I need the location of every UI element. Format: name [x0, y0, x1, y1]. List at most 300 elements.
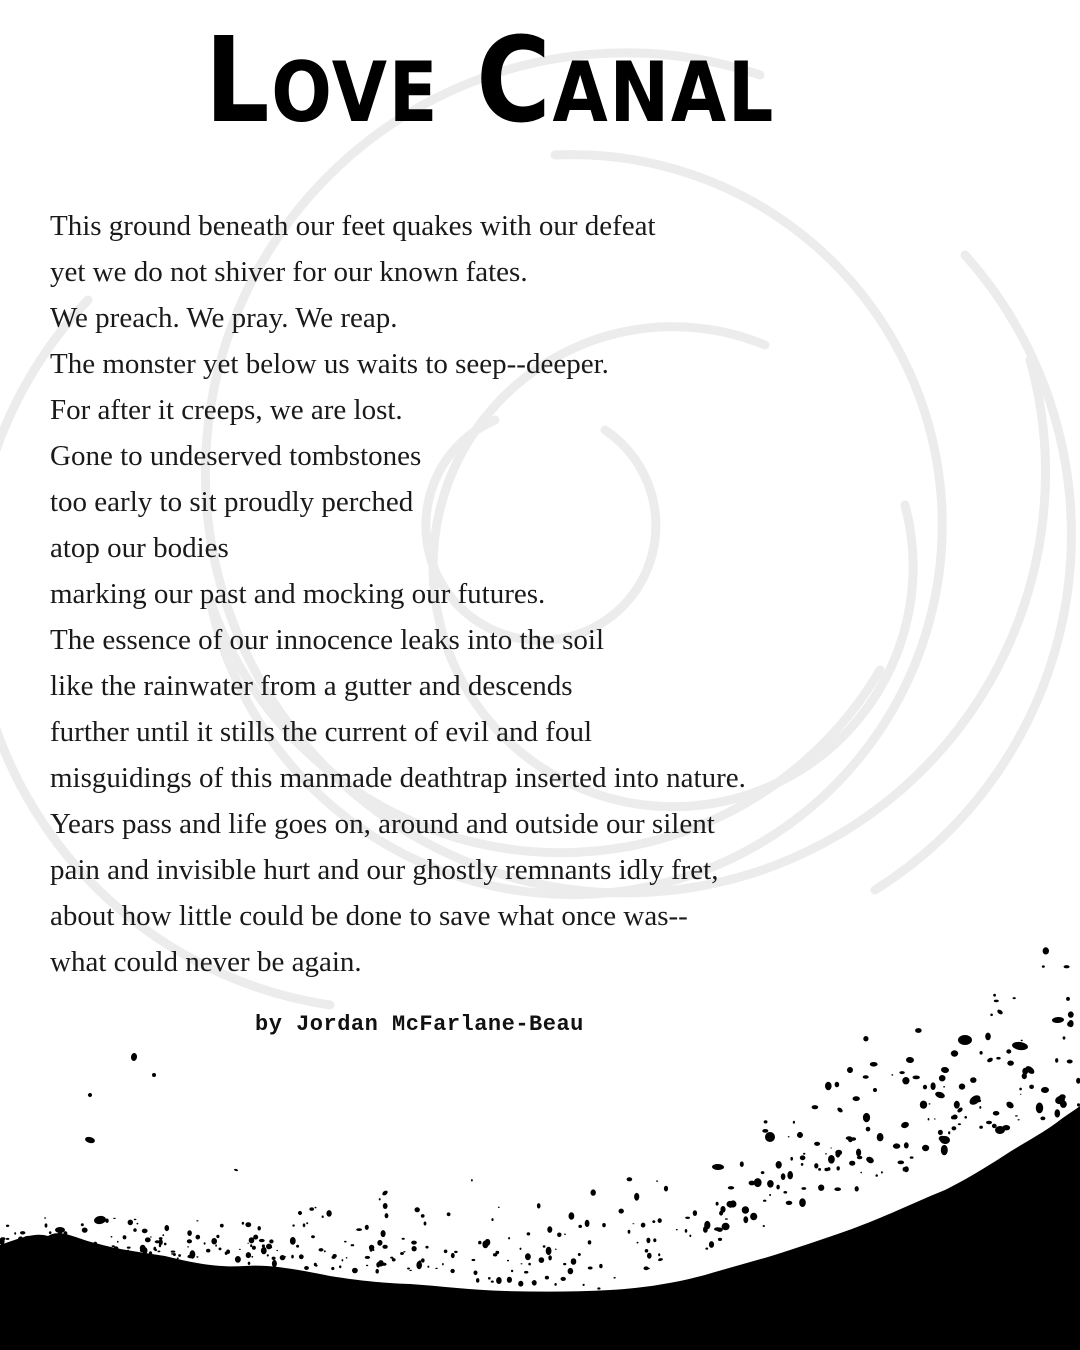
- poem-line: about how little could be done to save what once was--: [50, 900, 688, 932]
- ink-speck: [786, 1201, 793, 1205]
- ink-speck: [825, 1153, 827, 1154]
- ink-speck: [58, 1238, 63, 1243]
- ink-speck: [1015, 1115, 1018, 1116]
- ink-speck: [382, 1245, 387, 1249]
- ink-speck: [602, 1223, 606, 1227]
- ink-speck: [63, 1231, 67, 1237]
- ink-speck: [709, 1241, 714, 1248]
- ink-fleck: [1005, 1100, 1015, 1110]
- ink-speck: [818, 1185, 824, 1191]
- ink-speck: [379, 1198, 381, 1200]
- ink-speck: [96, 1244, 98, 1246]
- ink-ground-mass: [0, 1106, 1080, 1350]
- poem-line: The monster yet below us waits to seep--deeper.: [50, 348, 609, 380]
- ink-speck: [507, 1260, 509, 1262]
- ink-speck: [342, 1259, 344, 1261]
- ink-speck: [322, 1215, 324, 1218]
- ink-speck: [252, 1246, 256, 1250]
- ink-speck: [532, 1280, 537, 1286]
- ink-speck: [245, 1222, 251, 1227]
- ink-speck: [742, 1206, 749, 1214]
- ink-speck: [326, 1210, 331, 1217]
- ink-speck: [478, 1241, 481, 1245]
- ink-fleck: [712, 1164, 724, 1170]
- ink-speck: [902, 1077, 909, 1084]
- ink-speck: [876, 1174, 878, 1177]
- ink-speck: [561, 1277, 566, 1281]
- ink-speck: [899, 1071, 904, 1074]
- ink-speck: [442, 1263, 444, 1265]
- ink-speck: [315, 1207, 317, 1209]
- ink-speck: [800, 1155, 806, 1160]
- ink-speck: [790, 1157, 793, 1161]
- ink-fleck: [1012, 1041, 1029, 1051]
- ink-speck: [943, 1086, 945, 1088]
- ink-speck: [1063, 1036, 1066, 1039]
- ink-speck: [980, 1051, 983, 1055]
- ink-speck: [824, 1168, 828, 1171]
- ink-speck: [1020, 1094, 1022, 1095]
- ink-speck: [913, 1076, 920, 1080]
- ink-speck: [162, 1234, 164, 1236]
- ink-speck: [922, 1145, 929, 1151]
- ink-speck: [402, 1238, 405, 1240]
- ink-speck: [1066, 997, 1070, 1001]
- ink-fleck: [87, 1092, 93, 1098]
- ink-speck: [376, 1262, 380, 1267]
- ink-speck: [1013, 997, 1016, 999]
- ink-speck: [689, 1235, 691, 1238]
- ink-speck: [381, 1230, 386, 1237]
- ink-fleck: [941, 1067, 950, 1074]
- ink-speck: [1040, 1117, 1045, 1121]
- ink-speck: [311, 1235, 315, 1238]
- ink-fleck: [796, 1131, 804, 1139]
- ink-speck: [216, 1235, 219, 1238]
- ink-speck: [493, 1253, 497, 1256]
- ink-speck: [979, 1126, 983, 1129]
- ink-speck: [1007, 1061, 1014, 1066]
- ink-speck: [346, 1257, 348, 1259]
- ink-speck: [324, 1250, 326, 1252]
- ink-fleck: [906, 1057, 914, 1064]
- ink-speck: [351, 1244, 355, 1246]
- ink-speck: [627, 1177, 633, 1181]
- ink-speck: [159, 1239, 163, 1245]
- ink-speck: [306, 1222, 308, 1224]
- author-byline: by Jordan McFarlane-Beau: [255, 1012, 584, 1037]
- ink-speck: [226, 1250, 230, 1254]
- ink-speck: [814, 1163, 818, 1168]
- ink-speck: [812, 1105, 819, 1109]
- ink-speck: [613, 1277, 615, 1279]
- ink-speck: [1076, 1078, 1080, 1084]
- ink-speck: [171, 1251, 176, 1253]
- ink-speck: [36, 1235, 38, 1237]
- ink-speck: [776, 1185, 779, 1190]
- ink-speck: [578, 1225, 582, 1228]
- ink-fleck: [297, 1210, 302, 1215]
- ink-speck: [685, 1229, 688, 1233]
- ink-speck: [939, 1075, 946, 1081]
- ink-fleck: [152, 1073, 156, 1077]
- ink-speck: [903, 1167, 907, 1171]
- ink-speck: [524, 1271, 528, 1274]
- ink-speck: [239, 1249, 241, 1250]
- ink-speck: [1042, 965, 1045, 967]
- ink-speck: [385, 1213, 389, 1218]
- ink-fleck: [996, 1009, 1003, 1016]
- ink-speck: [632, 1223, 634, 1224]
- ink-speck: [783, 1191, 787, 1194]
- ink-speck: [548, 1255, 552, 1260]
- ink-fleck: [968, 1093, 982, 1106]
- ink-speck: [578, 1253, 581, 1256]
- ink-speck: [365, 1256, 370, 1259]
- ink-speck: [258, 1226, 261, 1230]
- ink-fleck: [873, 1088, 878, 1093]
- ink-speck: [39, 1245, 43, 1248]
- ink-fleck: [865, 1155, 875, 1164]
- ink-speck: [793, 1121, 795, 1124]
- ink-speck: [296, 1245, 299, 1248]
- ink-speck: [555, 1249, 557, 1250]
- ink-speck: [893, 1143, 900, 1148]
- ink-speck: [82, 1228, 88, 1233]
- ink-speck: [554, 1283, 556, 1286]
- ink-speck: [571, 1258, 577, 1265]
- ink-speck: [123, 1235, 127, 1239]
- ink-speck: [1064, 965, 1070, 968]
- ink-speck: [923, 1085, 927, 1090]
- ink-speck: [44, 1217, 46, 1218]
- ink-speck: [165, 1225, 170, 1231]
- ink-speck: [898, 1161, 905, 1165]
- ink-speck: [986, 1121, 992, 1124]
- ink-speck: [959, 1084, 965, 1090]
- poem-line: pain and invisible hurt and our ghostly remnants idly fret,: [50, 854, 719, 886]
- ink-speck: [557, 1233, 561, 1238]
- ink-speck: [421, 1258, 425, 1262]
- ink-speck: [248, 1262, 251, 1265]
- ink-speck: [14, 1242, 18, 1247]
- ink-speck: [171, 1253, 174, 1255]
- ink-speck: [1022, 1073, 1027, 1079]
- ink-speck: [568, 1268, 574, 1274]
- ink-speck: [762, 1129, 768, 1133]
- ink-speck: [764, 1120, 768, 1123]
- ink-speck: [235, 1256, 241, 1263]
- ink-speck: [718, 1238, 722, 1241]
- ink-speck: [545, 1276, 549, 1280]
- ink-speck: [769, 1194, 771, 1196]
- ink-speck: [910, 1156, 914, 1158]
- ink-speck: [727, 1201, 734, 1207]
- ink-fleck: [84, 1136, 95, 1144]
- ink-speck: [904, 1142, 909, 1148]
- ink-speck: [427, 1266, 429, 1268]
- ink-speck: [1029, 1085, 1034, 1089]
- ink-speck: [743, 1216, 748, 1223]
- ink-speck: [447, 1212, 451, 1216]
- ink-speck: [41, 1242, 43, 1243]
- ink-speck: [377, 1240, 382, 1246]
- ink-speck: [117, 1241, 119, 1243]
- ink-speck: [113, 1218, 116, 1219]
- ink-speck: [454, 1251, 458, 1253]
- ink-speck: [1, 1237, 5, 1240]
- ink-speck: [835, 1082, 840, 1088]
- ink-speck: [128, 1220, 133, 1226]
- ink-speck: [196, 1220, 198, 1221]
- ink-fleck: [900, 1121, 910, 1129]
- ink-speck: [140, 1248, 144, 1252]
- ink-speck: [491, 1281, 494, 1283]
- ink-speck: [344, 1241, 347, 1243]
- ink-speck: [619, 1209, 624, 1214]
- ink-speck: [814, 1142, 820, 1146]
- ink-speck: [929, 1103, 931, 1104]
- ink-speck: [848, 1138, 853, 1142]
- ink-speck: [400, 1252, 404, 1255]
- ink-fleck: [234, 1168, 238, 1171]
- ink-speck: [645, 1249, 649, 1253]
- ink-speck: [716, 1202, 719, 1206]
- ink-speck: [157, 1251, 160, 1253]
- ink-speck: [763, 1200, 766, 1202]
- ink-speck: [644, 1266, 649, 1270]
- ink-fleck: [130, 1053, 137, 1062]
- ink-speck: [870, 1062, 878, 1067]
- ink-speck: [564, 1234, 566, 1235]
- ink-speck: [866, 1127, 871, 1132]
- ink-speck: [658, 1253, 660, 1256]
- ink-speck: [370, 1247, 373, 1252]
- ink-speck: [111, 1236, 113, 1238]
- ink-speck: [958, 1123, 961, 1125]
- ink-speck: [299, 1254, 304, 1259]
- poem-line: too early to sit proudly perched: [50, 486, 414, 518]
- ink-speck: [857, 1156, 863, 1159]
- ink-speck: [728, 1186, 734, 1189]
- ink-speck: [705, 1248, 708, 1250]
- ink-speck: [508, 1237, 510, 1239]
- ink-speck: [647, 1253, 652, 1259]
- ink-speck: [537, 1203, 541, 1208]
- ink-speck: [145, 1237, 151, 1242]
- ink-speck: [685, 1217, 690, 1219]
- ink-speck: [155, 1249, 157, 1252]
- ink-speck: [415, 1207, 420, 1212]
- ink-speck: [717, 1228, 723, 1232]
- ink-speck: [365, 1225, 369, 1230]
- ink-speck: [498, 1207, 500, 1208]
- poem-line: The essence of our innocence leaks into the soil: [50, 624, 605, 656]
- ink-speck: [267, 1254, 269, 1256]
- ink-speck: [70, 1240, 73, 1243]
- ink-speck: [803, 1153, 805, 1155]
- ink-speck: [49, 1231, 52, 1234]
- ink-speck: [319, 1248, 324, 1251]
- ink-speck: [1068, 1020, 1073, 1027]
- ink-speck: [424, 1222, 427, 1226]
- ink-speck: [931, 1082, 936, 1090]
- ink-speck: [142, 1229, 148, 1234]
- ink-speck: [591, 1189, 596, 1195]
- poem-line: This ground beneath our feet quakes with our defeat: [50, 210, 656, 242]
- poem-line: Years pass and life goes on, around and outside our silent: [50, 808, 715, 840]
- ink-speck: [563, 1263, 566, 1265]
- ink-speck: [934, 1118, 936, 1119]
- ink-speck: [703, 1226, 708, 1233]
- ink-speck: [507, 1277, 512, 1283]
- ink-speck: [722, 1223, 730, 1230]
- ink-speck: [750, 1213, 757, 1221]
- ink-speck: [860, 1172, 862, 1174]
- ink-speck: [303, 1223, 306, 1227]
- ink-speck: [964, 1116, 967, 1119]
- ink-speck: [444, 1250, 448, 1254]
- ink-speck: [547, 1226, 552, 1233]
- ink-speck: [407, 1268, 410, 1270]
- ink-speck: [720, 1206, 725, 1213]
- ink-speck: [834, 1187, 841, 1191]
- ink-speck: [954, 1101, 960, 1109]
- ink-speck: [472, 1259, 476, 1261]
- ink-speck: [1019, 1088, 1022, 1091]
- ink-speck: [849, 1161, 855, 1166]
- ink-fleck: [1052, 1017, 1064, 1024]
- ink-fleck: [958, 1035, 972, 1045]
- ink-speck: [196, 1235, 201, 1240]
- ink-speck: [157, 1241, 159, 1243]
- ink-speck: [951, 1050, 958, 1056]
- ink-speck: [373, 1249, 375, 1251]
- ink-speck: [634, 1193, 639, 1201]
- ink-speck: [272, 1257, 276, 1260]
- ink-speck: [656, 1181, 658, 1182]
- ink-speck: [425, 1246, 428, 1249]
- ink-speck: [525, 1253, 531, 1260]
- ink-speck: [990, 1014, 993, 1017]
- ink-speck: [787, 1171, 793, 1179]
- ink-speck: [50, 1236, 52, 1237]
- ink-speck: [403, 1251, 405, 1252]
- ink-speck: [693, 1210, 697, 1216]
- ink-speck: [20, 1231, 25, 1234]
- ink-speck: [1018, 1119, 1020, 1120]
- ink-speck: [992, 1124, 997, 1128]
- ink-speck: [979, 1106, 981, 1109]
- ink-speck: [392, 1258, 396, 1261]
- ink-speck: [941, 1145, 948, 1155]
- ink-speck: [251, 1256, 253, 1258]
- ink-speck: [767, 1180, 774, 1188]
- ink-speck: [521, 1263, 523, 1264]
- ink-fleck: [934, 1091, 945, 1100]
- ink-speck: [266, 1244, 272, 1250]
- poem-line: marking our past and mocking our futures.: [50, 578, 546, 610]
- ink-speck: [653, 1238, 656, 1242]
- ink-speck: [211, 1238, 217, 1244]
- ink-speck: [356, 1228, 362, 1231]
- ink-speck: [331, 1267, 334, 1270]
- ink-speck: [491, 1218, 493, 1221]
- ink-speck: [788, 1136, 790, 1137]
- ink-speck: [664, 1186, 668, 1192]
- ink-speck: [830, 1148, 832, 1149]
- ink-speck: [863, 1036, 868, 1041]
- ink-speck: [332, 1254, 336, 1258]
- ink-speck: [1055, 1058, 1058, 1063]
- ink-speck: [948, 1131, 950, 1134]
- poem-line: further until it stills the current of evil and foul: [50, 716, 593, 748]
- ink-speck: [18, 1236, 23, 1241]
- ink-speck: [150, 1236, 152, 1237]
- ink-speck: [781, 1173, 786, 1180]
- ink-speck: [763, 1225, 765, 1227]
- ink-speck: [187, 1246, 189, 1247]
- ink-speck: [776, 1161, 782, 1169]
- ink-speck: [411, 1241, 417, 1245]
- ink-speck: [569, 1212, 575, 1220]
- ink-speck: [137, 1223, 139, 1225]
- ink-speck: [658, 1218, 662, 1223]
- ink-speck: [187, 1239, 192, 1243]
- ink-speck: [314, 1263, 317, 1266]
- ink-speck: [253, 1235, 258, 1240]
- ink-fleck: [765, 1132, 775, 1142]
- ink-speck: [938, 1130, 943, 1135]
- ink-speck: [599, 1264, 602, 1268]
- ink-speck: [376, 1269, 379, 1274]
- ink-speck: [801, 1187, 806, 1190]
- ink-speck: [133, 1228, 136, 1232]
- ink-speck: [134, 1219, 137, 1220]
- ink-speck: [761, 1171, 765, 1174]
- ink-speck: [1068, 1011, 1074, 1017]
- ink-speck: [127, 1250, 129, 1251]
- ink-fleck: [93, 1215, 106, 1225]
- ink-speck: [412, 1246, 417, 1251]
- ink-speck: [75, 1247, 79, 1249]
- ink-speck: [863, 1113, 870, 1122]
- ink-speck: [219, 1248, 222, 1251]
- ink-speck: [641, 1223, 646, 1228]
- ink-fleck: [55, 1227, 65, 1233]
- ink-speck: [81, 1223, 84, 1226]
- poem-line: atop our bodies: [50, 532, 229, 564]
- ink-speck: [14, 1232, 16, 1235]
- ink-speck: [383, 1203, 388, 1209]
- ink-speck: [1055, 1109, 1061, 1117]
- ink-speck: [483, 1241, 488, 1247]
- ink-speck: [676, 1229, 678, 1230]
- ink-speck: [799, 1198, 806, 1207]
- ink-speck: [309, 1207, 314, 1210]
- ink-speck: [518, 1281, 523, 1287]
- ink-speck: [891, 1074, 893, 1076]
- ink-speck: [409, 1270, 412, 1271]
- ink-speck: [539, 1257, 545, 1263]
- ink-speck: [416, 1261, 422, 1269]
- ink-speck: [1036, 1103, 1043, 1114]
- ink-speck: [246, 1252, 251, 1258]
- ink-speck: [304, 1266, 309, 1270]
- ink-fleck: [836, 1107, 843, 1114]
- poem-line: like the rainwater from a gutter and descends: [50, 670, 573, 702]
- ink-speck: [190, 1250, 196, 1258]
